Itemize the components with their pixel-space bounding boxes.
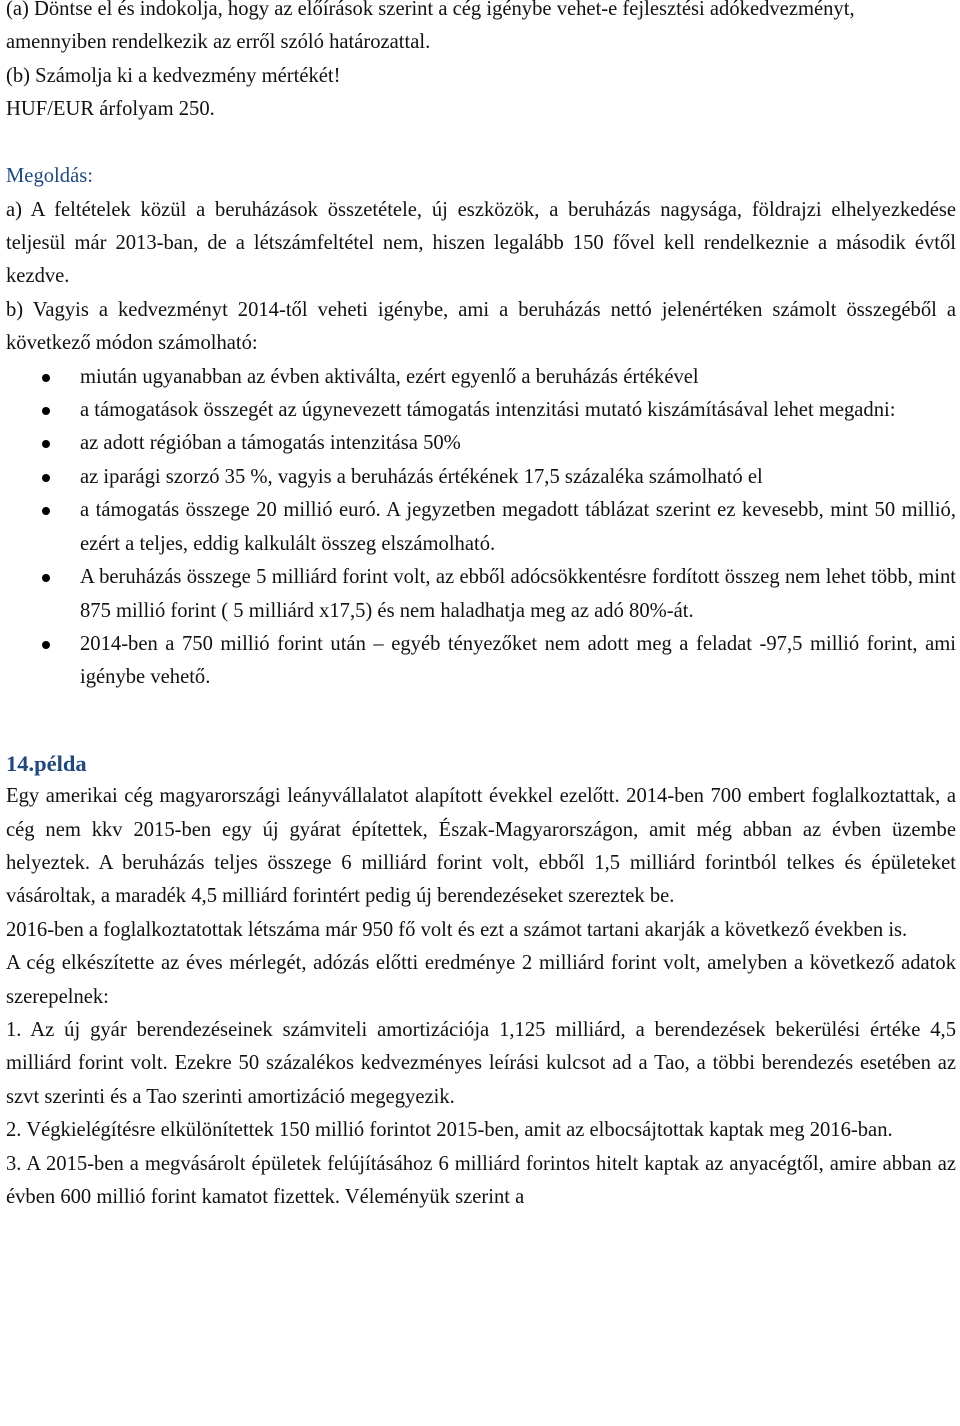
list-item-text: az iparági szorzó 35 %, vagyis a beruházás értékének 17,5 százaléka számolható el (80, 465, 763, 488)
solution-bullet-list (0, 361, 960, 695)
list-item (0, 561, 960, 628)
example-paragraph: 2. Végkielégítésre elkülönítettek 150 millió forintot 2015-ben, amit az elbocsájtottak kaptak meg 2016-ban. (6, 1119, 893, 1142)
section-spacer (0, 695, 960, 747)
list-item (0, 394, 960, 427)
bullet-icon (42, 574, 50, 582)
example-paragraph: 2016-ben a foglalkoztatottak létszáma már 950 fő volt és ezt a számot tartani akarják a következő években is. (6, 918, 908, 941)
example-paragraph: 1. Az új gyár berendezéseinek számviteli amortizációja 1,125 milliárd, a berendezések bekerülési értéke 4,5 milliárd forint volt. Ezekre 50 százalékos kedvezményes leírási kulcsot ad a Tao, a többi berendezés esetében az szvt szerinti és a Tao szerinti amortizáció megegyezik. (6, 1018, 956, 1108)
list-item-text: 2014-ben a 750 millió forint után – egyéb tényezőket nem adott meg a feladat -97,5 millió forint, ami igénybe vehető. (80, 632, 956, 689)
example-paragraph: Egy amerikai cég magyarországi leányvállalatot alapított évekkel ezelőtt. 2014-ben 700 embert foglalkoztattak, a cég nem kkv 2015-ben egy új gyárat építettek, Észak-Magyarországon, amit még abban az évben üzembe helyeztek. A beruházás teljes összege 6 milliárd forint volt, ebből 1,5 milliárd forintból telkes és épületeket vásároltak, a maradék 4,5 milliárd forintért pedig új berendezéseket szereztek be. (6, 785, 956, 908)
example-title: 14.példa (6, 750, 87, 776)
bullet-icon (42, 641, 50, 649)
bullet-icon (42, 507, 50, 515)
bullet-icon (42, 407, 50, 415)
list-item (0, 361, 960, 394)
solution-heading: Megoldás: (6, 165, 93, 188)
list-item-text: a támogatás összege 20 millió euró. A jegyzetben megadott táblázat szerint ez kevesebb, mint 50 millió, ezért a teljes, eddig kalkulált összeg elszámolható. (80, 499, 956, 555)
list-item-text: A beruházás összege 5 milliárd forint volt, az ebből adócsökkentésre fordított összeg nem lehet több, mint 875 millió forint ( 5 milliárd x17,5) és nem haladhatja meg az adó 80%-át. (80, 566, 956, 622)
list-item (0, 427, 960, 460)
solution-part-b: b) Vagyis a kedvezményt 2014-től veheti igénybe, ami a beruházás nettó jelenértéken számolt összegéből a következő módon számolható: (6, 298, 956, 355)
question-b: (b) Számolja ki a kedvezmény mértékét! (6, 64, 341, 87)
bullet-icon (42, 474, 50, 482)
solution-part-a: a) A feltételek közül a beruházások összetétele, új eszközök, a beruházás nagysága, földrajzi elhelyezkedése teljesül már 2013-ban, de a létszámfeltétel nem, hiszen legalább 150 fővel kell rendelkeznie a második évtől kezdve. (6, 198, 956, 288)
bullet-icon (42, 440, 50, 448)
list-item (0, 494, 960, 561)
list-item (0, 461, 960, 494)
example-paragraph: 3. A 2015-ben a megvásárolt épületek felújításához 6 milliárd forintos hitelt kaptak az anyacégtől, amire abban az évben 600 millió forint kamatot fizettek. Véleményük szerint a (6, 1152, 956, 1208)
list-item (0, 628, 960, 695)
list-item-text: az adott régióban a támogatás intenzitása 50% (80, 432, 461, 455)
example-paragraph: A cég elkészítette az éves mérlegét, adózás előtti eredménye 2 milliárd forint volt, amelyben a következő adatok szerepelnek: (6, 952, 956, 1008)
bullet-icon (42, 374, 50, 382)
question-a: (a) Döntse el és indokolja, hogy az előírások szerint a cég igénybe vehet-e fejlesztési adókedvezményt, amennyiben rendelkezik az erről szóló határozattal. (6, 0, 855, 54)
list-item-text: a támogatások összegét az úgynevezett támogatás intenzitási mutató kiszámításával lehet megadni: (80, 399, 896, 422)
list-item-text: miután ugyanabban az évben aktiválta, ezért egyenlő a beruházás értékével (80, 365, 699, 388)
exchange-rate-note: HUF/EUR árfolyam 250. (6, 98, 215, 121)
